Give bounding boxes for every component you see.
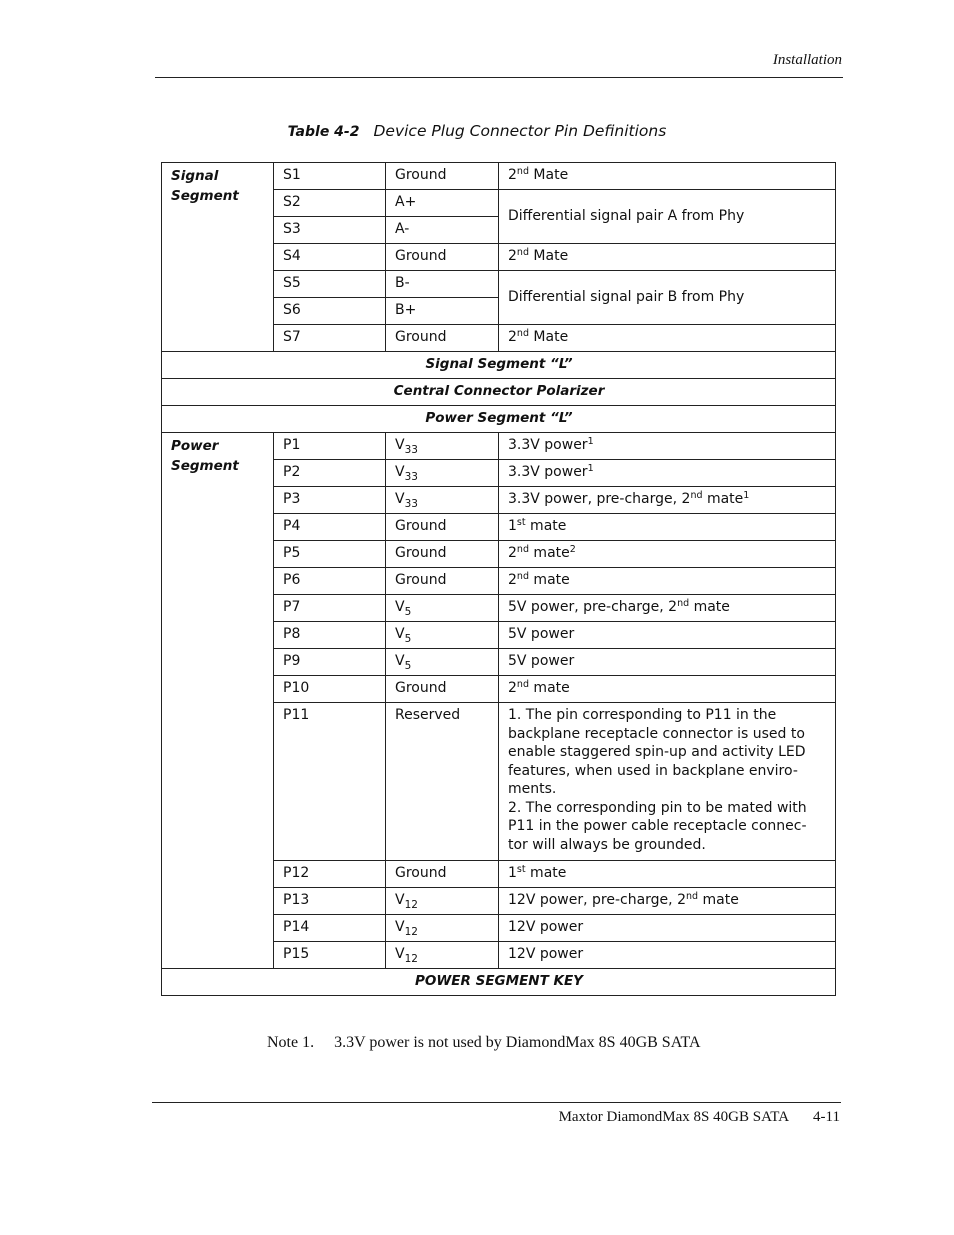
running-header: Installation [772,52,842,68]
page-number: 4-11 [813,1109,840,1125]
pin-name-cell: Ground [386,244,499,271]
pin-name-cell: Ground [386,163,499,190]
pin-desc-cell: 1. The pin corresponding to P11 in the backplane receptacle connector is used to enable staggered spin-up and activity LED features, when used in backplane enviro- ments. 2. The corresponding pin to be mated with P11 in the power cable receptacle connec- tor will always be grounded. [499,703,836,861]
pin-name-cell: Ground [386,514,499,541]
pin-desc-cell: 2nd Mate [499,244,836,271]
pin-cell: S2 [274,190,386,217]
separator-row [162,406,836,433]
pin-name-cell: A+ [386,190,499,217]
pin-desc-cell: 3.3V power$^1$ [499,433,836,460]
footer-rule [152,1102,841,1103]
pin-name-cell: $V_{12}$ [386,942,499,969]
central-polarizer-label: Central Connector Polarizer [162,379,836,406]
pin-name-cell: $V_{12}$ [386,915,499,942]
pin-name-cell: A- [386,217,499,244]
pin-cell: P5 [274,541,386,568]
separator-row [162,379,836,406]
pin-definitions-table [161,162,836,996]
pin-name-cell: $V_{33}$ [386,487,499,514]
pin-name-cell: $V_{33}$ [386,460,499,487]
pin-desc-cell: Differential signal pair B from Phy [499,271,836,325]
pin-cell: P11 [274,703,386,861]
pin-cell: S6 [274,298,386,325]
pin-desc-cell: 12V power [499,915,836,942]
pin-cell: S4 [274,244,386,271]
pin-desc-cell: 5V power [499,622,836,649]
pin-name-cell: $V_5$ [386,649,499,676]
table-number: Table 4-2 [287,124,360,140]
pin-desc-cell: 2nd mate$^2$ [499,541,836,568]
pin-name-cell: B- [386,271,499,298]
pin-name-cell: Ground [386,861,499,888]
pin-desc-cell: 3.3V power, pre-charge, 2nd mate$^1$ [499,487,836,514]
table-title: Device Plug Connector Pin Definitions [373,122,667,140]
pin-cell: S5 [274,271,386,298]
pin-desc-cell: 12V power, pre-charge, 2nd mate [499,888,836,915]
pin-desc-cell: 2nd mate [499,568,836,595]
table-row [162,433,836,460]
pin-name-cell: $V_5$ [386,595,499,622]
pin-desc-cell: 1st mate [499,514,836,541]
pin-name-cell: Ground [386,676,499,703]
table-caption [0,122,954,140]
pin-cell: P3 [274,487,386,514]
pin-desc-cell: 2nd Mate [499,163,836,190]
power-segment-label: Power Segment [162,433,274,969]
signal-segment-label: Signal Segment [162,163,274,352]
footnote [267,1034,701,1052]
separator-row [162,352,836,379]
table-row [162,163,836,190]
pin-cell: S7 [274,325,386,352]
running-footer [559,1109,840,1126]
pin-name-cell: Reserved [386,703,499,861]
pin-desc-cell: 1st mate [499,861,836,888]
pin-desc-cell: 12V power [499,942,836,969]
pin-cell: S3 [274,217,386,244]
power-segment-l-label: Power Segment “L” [162,406,836,433]
pin-name-cell: B+ [386,298,499,325]
pin-desc-cell: 2nd Mate [499,325,836,352]
header-rule [155,77,843,78]
footer-product: Maxtor DiamondMax 8S 40GB SATA [558,1109,790,1125]
pin-name-cell: $V_{33}$ [386,433,499,460]
pin-desc-cell: 5V power, pre-charge, 2nd mate [499,595,836,622]
pin-cell: P9 [274,649,386,676]
pin-cell: S1 [274,163,386,190]
pin-cell: P12 [274,861,386,888]
pin-cell: P7 [274,595,386,622]
pin-cell: P10 [274,676,386,703]
pin-name-cell: $V_5$ [386,622,499,649]
power-segment-key-label: POWER SEGMENT KEY [162,969,836,996]
pin-desc-cell: 5V power [499,649,836,676]
signal-segment-l-label: Signal Segment “L” [162,352,836,379]
pin-cell: P14 [274,915,386,942]
pin-name-cell: Ground [386,568,499,595]
pin-desc-cell: 2nd mate [499,676,836,703]
pin-cell: P15 [274,942,386,969]
footnote-text: 3.3V power is not used by DiamondMax 8S 40GB SATA [334,1034,701,1051]
separator-row [162,969,836,996]
pin-cell: P4 [274,514,386,541]
pin-cell: P8 [274,622,386,649]
pin-name-cell: Ground [386,325,499,352]
pin-cell: P6 [274,568,386,595]
pin-desc-cell: Differential signal pair A from Phy [499,190,836,244]
pin-cell: P2 [274,460,386,487]
pin-cell: P13 [274,888,386,915]
pin-name-cell: $V_{12}$ [386,888,499,915]
footnote-label: Note 1. [267,1034,315,1051]
pin-desc-cell: 3.3V power$^1$ [499,460,836,487]
pin-name-cell: Ground [386,541,499,568]
pin-cell: P1 [274,433,386,460]
